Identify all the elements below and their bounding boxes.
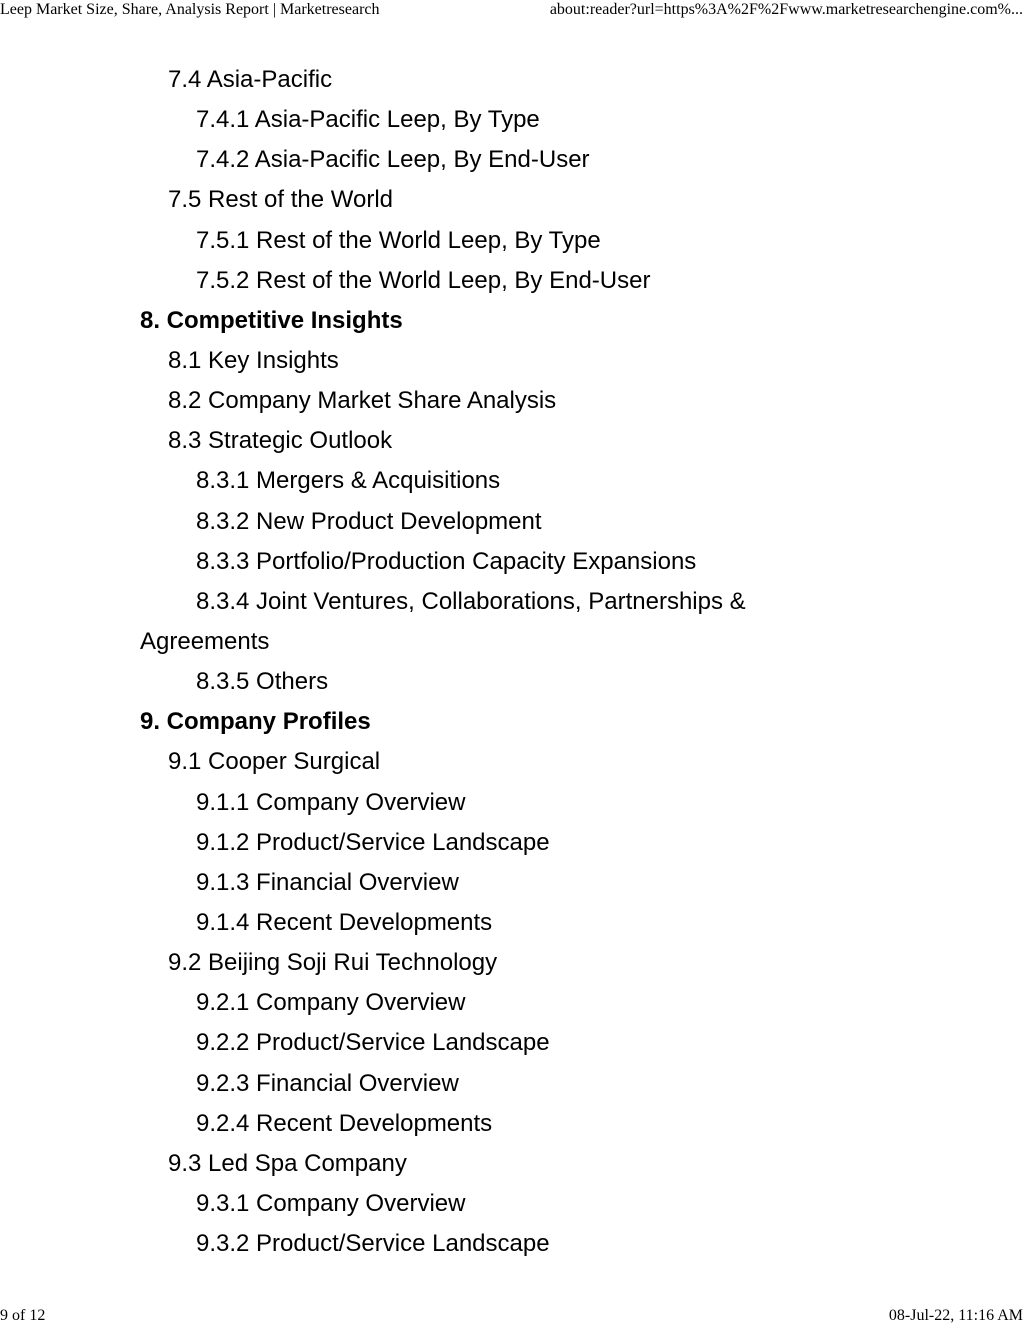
toc-section-heading: 8. Competitive Insights [140,306,403,334]
toc-item: 7.4 Asia-Pacific [168,66,333,93]
page-url: about:reader?url=https%3A%2F%2Fwww.marketresearchengine.com%... [549,1,1023,18]
print-timestamp: 08-Jul-22, 11:16 AM [888,1307,1023,1324]
toc-item: 9.1.3 Financial Overview [196,868,459,896]
toc-item: 8.3 Strategic Outlook [168,427,393,455]
page-title: Leep Market Size, Share, Analysis Report | Marketresearch [0,1,380,18]
toc-item: 8.1 Key Insights [168,346,339,374]
print-footer [0,1307,1024,1325]
page-number: 9 of 12 [0,1307,46,1324]
toc-item: 8.3.1 Mergers & Acquisitions [196,467,501,495]
toc-item: 9.1.2 Product/Service Landscape [196,828,550,856]
toc-item: 9.2.4 Recent Developments [196,1109,493,1137]
toc-item: 8.3.3 Portfolio/Production Capacity Expansions [196,547,697,575]
toc-item: 8.2 Company Market Share Analysis [168,387,557,415]
toc-item: 9.2.1 Company Overview [196,989,466,1017]
table-of-contents [0,60,1024,1264]
toc-item: 9.2 Beijing Soji Rui Technology [168,949,498,977]
toc-item: 8.3.5 Others [196,668,329,696]
toc-item: 9.3.1 Company Overview [196,1189,466,1217]
toc-item: 9.1 Cooper Surgical [168,748,381,776]
toc-item: 7.4.2 Asia-Pacific Leep, By End-User [196,146,590,174]
toc-item: 7.4.1 Asia-Pacific Leep, By Type [196,106,540,134]
toc-item: 8.3.4 Joint Ventures, Collaborations, Partnerships & [196,587,746,615]
toc-item: 8.3.2 New Product Development [196,507,542,535]
toc-item: 7.5 Rest of the World [168,186,393,214]
toc-item: 9.3 Led Spa Company [168,1149,407,1177]
print-header [0,1,1024,19]
toc-item: 9.1.1 Company Overview [196,788,466,816]
toc-item: 7.5.1 Rest of the World Leep, By Type [196,226,601,254]
toc-item: 9.2.3 Financial Overview [196,1069,459,1097]
toc-item: 7.5.2 Rest of the World Leep, By End-User [196,266,651,294]
toc-section-heading: 9. Company Profiles [140,708,371,736]
toc-item: 9.2.2 Product/Service Landscape [196,1029,550,1057]
toc-item: Agreements [140,627,270,655]
toc-item: 9.1.4 Recent Developments [196,908,493,936]
toc-item: 9.3.2 Product/Service Landscape [196,1230,550,1258]
